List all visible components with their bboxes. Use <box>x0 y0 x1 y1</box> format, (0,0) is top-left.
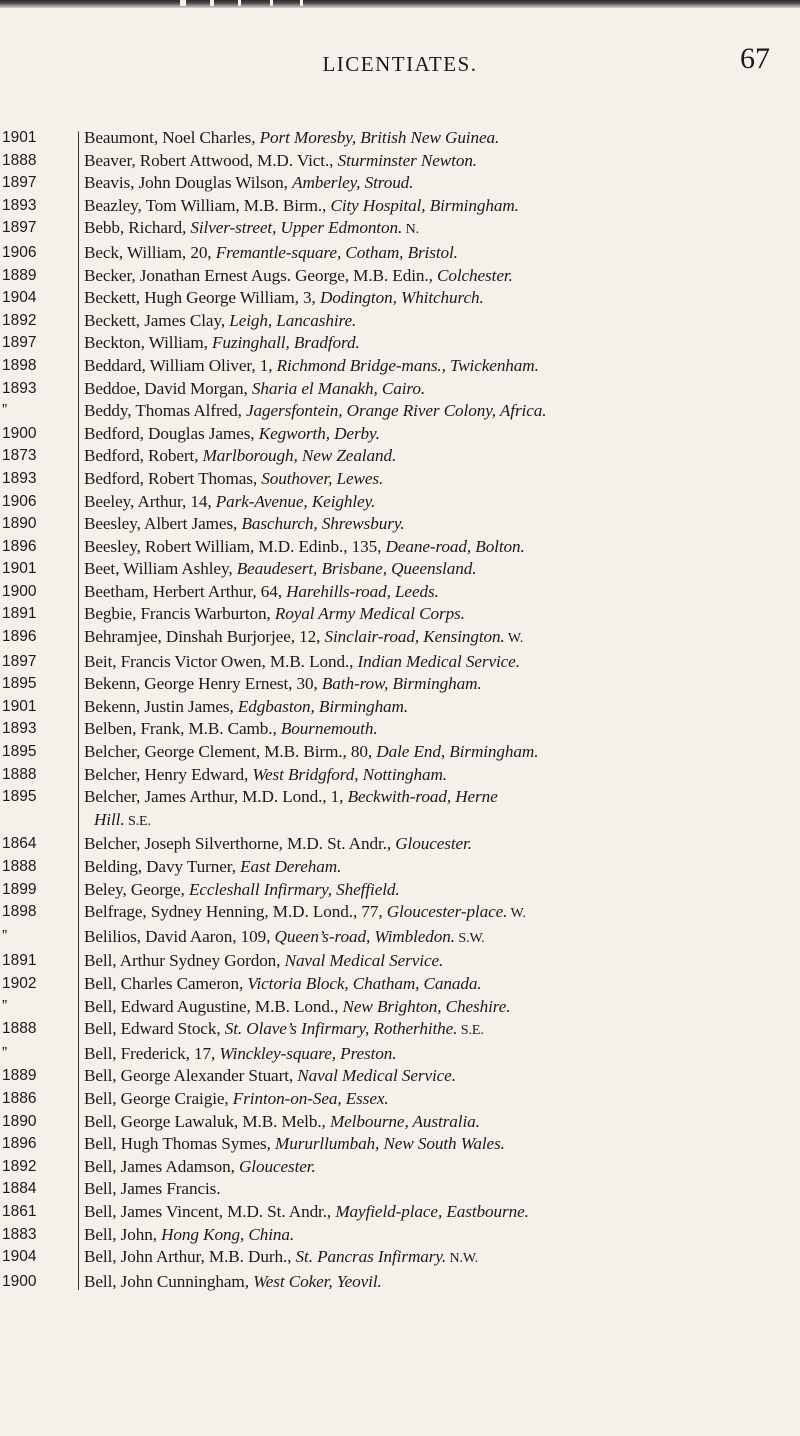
entry-place: Frinton-on-Sea, Essex. <box>232 1088 389 1108</box>
entry-place: City Hospital, Birmingham. <box>330 195 519 215</box>
licentiates-list <box>0 127 800 1293</box>
entry-year: 1893 <box>2 720 37 738</box>
entry-name: Belcher, Joseph Silverthorne, M.D. St. Andr., <box>84 834 396 854</box>
entry-year: 1892 <box>2 1157 37 1175</box>
entry-name: Belcher, Henry Edward, <box>84 764 253 784</box>
list-item <box>0 217 800 242</box>
entry-text <box>84 879 800 902</box>
entry-place: Beckwith-road, Herne <box>347 787 498 807</box>
entry-place: Park-Avenue, Keighley. <box>215 491 376 511</box>
list-item <box>0 833 800 856</box>
entry-place: Gloucester. <box>238 1156 316 1176</box>
entry-postal-district: N.W. <box>446 1251 479 1267</box>
entry-name: Beaumont, Noel Charles, <box>84 128 260 147</box>
entry-year: 1893 <box>2 469 37 487</box>
entry-text <box>84 242 800 265</box>
entry-year: ” <box>2 997 8 1015</box>
entry-name: Beeley, Arthur, 14, <box>84 491 216 511</box>
entry-text <box>84 150 800 173</box>
entry-year: 1895 <box>2 675 37 693</box>
entry-text <box>84 127 800 150</box>
entry-name: Bedford, Robert, <box>84 446 203 466</box>
entry-text <box>84 172 800 195</box>
entry-place: Mururllumbah, New South Wales. <box>275 1134 505 1154</box>
entry-name: Beazley, Tom William, M.B. Birm., <box>84 195 331 215</box>
entry-name: Bell, Edward Augustine, M.B. Lond., <box>84 996 343 1016</box>
list-item <box>0 445 800 468</box>
entry-text <box>84 310 800 333</box>
entry-place-continuation: Hill. <box>94 809 125 829</box>
entry-place: Sinclair-road, Kensington. <box>324 627 505 647</box>
entry-text <box>84 581 800 604</box>
list-item <box>0 1224 800 1247</box>
entry-place: Gloucester. <box>395 834 472 854</box>
entry-name: Beesley, Robert William, M.D. Edinb., 135, <box>84 536 386 556</box>
entry-year: 1890 <box>2 515 37 533</box>
entry-place: Fremantle-square, Cotham, Bristol. <box>215 242 458 262</box>
list-item <box>0 973 800 996</box>
entry-place: Queen’s-road, Wimbledon. <box>274 926 455 946</box>
entry-year: 1897 <box>2 652 37 670</box>
margin-bracket <box>78 131 85 1290</box>
entry-text <box>84 856 800 879</box>
entry-text <box>84 558 800 581</box>
entry-postal-district: S.E. <box>457 1023 484 1039</box>
entry-name: Behramjee, Dinshah Burjorjee, 12, <box>84 627 325 647</box>
list-item <box>0 355 800 378</box>
entry-name: Bell, Hugh Thomas Symes, <box>84 1134 276 1154</box>
entry-year: 1892 <box>2 311 37 329</box>
list-item <box>0 127 800 150</box>
entry-text <box>84 1111 800 1134</box>
entry-year: 1891 <box>2 952 37 970</box>
list-item <box>0 901 800 926</box>
list-item <box>0 926 800 951</box>
list-item <box>0 718 800 741</box>
entry-text <box>84 718 800 741</box>
list-item <box>0 536 800 559</box>
entry-place: Winckley-square, Preston. <box>219 1043 397 1063</box>
entry-place: Richmond Bridge-mans., Twickenham. <box>276 355 539 375</box>
entry-year: 1888 <box>2 765 37 783</box>
list-item <box>0 195 800 218</box>
entry-year: 1884 <box>2 1180 37 1198</box>
list-item <box>0 468 800 491</box>
entry-place: Leigh, Lancashire. <box>229 310 357 330</box>
entry-text <box>84 423 800 446</box>
entry-year: 1897 <box>2 334 37 352</box>
entry-place: Edgbaston, Birmingham. <box>237 696 409 716</box>
list-item <box>0 950 800 973</box>
entry-year: 1888 <box>2 858 37 875</box>
entry-name: Bell, Edward Stock, <box>84 1019 225 1039</box>
entry-place: Harehills-road, Leeds. <box>286 581 439 601</box>
entry-name: Beddoe, David Morgan, <box>84 378 252 398</box>
entry-year: 1861 <box>2 1202 37 1220</box>
entry-place: Southover, Lewes. <box>261 468 384 488</box>
entry-year: 1900 <box>2 582 37 600</box>
list-item <box>0 1018 800 1043</box>
entry-year: 1901 <box>2 129 37 146</box>
entry-year: 1883 <box>2 1225 37 1243</box>
entry-year: 1891 <box>2 605 37 623</box>
entry-year: 1900 <box>2 424 37 442</box>
list-item <box>0 673 800 696</box>
list-item <box>0 287 800 310</box>
list-item <box>0 786 800 809</box>
list-item <box>0 558 800 581</box>
entry-text <box>84 626 800 651</box>
entry-year: 1873 <box>2 447 37 465</box>
entry-place: Silver-street, Upper Edmonton. <box>190 218 403 238</box>
list-item <box>0 1111 800 1134</box>
entry-year: ” <box>2 927 8 945</box>
list-item <box>0 581 800 604</box>
entry-text <box>84 378 800 401</box>
entry-text <box>84 833 800 856</box>
list-item <box>0 741 800 764</box>
running-title: LICENTIATES. <box>322 52 478 76</box>
entry-year: 1899 <box>2 880 37 898</box>
entry-text <box>84 355 800 378</box>
entry-postal-district: S.W. <box>454 930 485 946</box>
list-item <box>0 1201 800 1224</box>
entry-text <box>84 195 800 218</box>
entry-name: Beley, George, <box>84 879 189 899</box>
entry-text <box>84 651 800 674</box>
list-item <box>0 310 800 333</box>
entry-year: 1895 <box>2 788 37 806</box>
entry-name: Belfrage, Sydney Henning, M.D. Lond., 77, <box>84 902 387 922</box>
entry-name: Beit, Francis Victor Owen, M.B. Lond., <box>84 651 358 671</box>
entry-name: Belilios, David Aaron, 109, <box>84 926 275 946</box>
entry-text <box>84 1178 800 1201</box>
entry-year: 1900 <box>2 1272 37 1290</box>
entry-year: 1896 <box>2 537 37 555</box>
entry-place: Dale End, Birmingham. <box>376 742 539 762</box>
list-item-continuation <box>0 809 800 834</box>
entry-text <box>84 491 800 514</box>
entry-text <box>84 513 800 536</box>
list-item <box>0 1246 800 1271</box>
entry-text <box>84 1065 800 1088</box>
list-item <box>0 332 800 355</box>
entry-text <box>84 1043 800 1066</box>
entry-year: ” <box>2 402 8 420</box>
entry-text-continuation <box>84 809 800 834</box>
entry-text <box>84 901 800 926</box>
entry-year: 1889 <box>2 266 37 284</box>
list-item <box>0 764 800 787</box>
entry-year: 1893 <box>2 379 37 397</box>
entry-year: 1904 <box>2 289 37 307</box>
entry-year: ” <box>2 1044 8 1062</box>
entry-name: Bedford, Robert Thomas, <box>84 468 262 488</box>
list-item <box>0 879 800 902</box>
entry-name: Bedford, Douglas James, <box>84 423 259 443</box>
entry-year: 1902 <box>2 974 37 992</box>
entry-name: Becker, Jonathan Ernest Augs. George, M.B. Edin., <box>84 265 437 285</box>
list-item <box>0 696 800 719</box>
entry-text <box>84 1088 800 1111</box>
entry-postal-district: N. <box>402 222 419 238</box>
page-number: 67 <box>740 42 770 75</box>
entry-year: 1864 <box>2 835 37 853</box>
list-item <box>0 265 800 288</box>
entry-place: Beaudesert, Brisbane, Queensland. <box>236 559 477 579</box>
entry-name: Bell, John Cunningham, <box>84 1271 254 1291</box>
list-item <box>0 150 800 173</box>
entry-place: East Dereham. <box>240 857 342 876</box>
list-item <box>0 626 800 651</box>
entry-name: Bekenn, Justin James, <box>84 696 238 716</box>
entry-text <box>84 741 800 764</box>
entry-year: 1897 <box>2 219 37 237</box>
list-item <box>0 1043 800 1066</box>
entry-place: Port Moresby, British New Guinea. <box>259 128 500 147</box>
entry-year: 1901 <box>2 697 37 715</box>
list-item <box>0 651 800 674</box>
list-item <box>0 1088 800 1111</box>
entry-name: Bell, John, <box>84 1224 162 1244</box>
entry-name: Belcher, James Arthur, M.D. Lond., 1, <box>84 787 348 807</box>
entry-name: Belcher, George Clement, M.B. Birm., 80, <box>84 742 377 762</box>
entry-text <box>84 332 800 355</box>
entry-name: Bell, George Alexander Stuart, <box>84 1066 298 1086</box>
entry-place: Naval Medical Service. <box>297 1066 456 1086</box>
entry-year: 1889 <box>2 1067 37 1085</box>
list-item <box>0 1156 800 1179</box>
entry-text <box>84 468 800 491</box>
entry-year: 1898 <box>2 356 37 374</box>
entry-name: Bell, John Arthur, M.B. Durh., <box>84 1247 296 1267</box>
entry-place: Sturminster Newton. <box>337 150 478 170</box>
list-item <box>0 491 800 514</box>
entry-place: Victoria Block, Chatham, Canada. <box>247 973 482 993</box>
entry-text <box>84 1224 800 1247</box>
entry-year: 1898 <box>2 903 37 921</box>
entry-name: Bell, Charles Cameron, <box>84 973 248 993</box>
entry-place: St. Olave’s Infirmary, Rotherhithe. <box>224 1019 458 1039</box>
entry-text <box>84 1271 800 1294</box>
entry-year-blank <box>0 809 84 832</box>
entry-name: Bell, James Adamson, <box>84 1156 239 1176</box>
entry-name: Beet, William Ashley, <box>84 559 237 579</box>
entry-name: Belben, Frank, M.B. Camb., <box>84 719 281 739</box>
entry-text <box>84 400 800 423</box>
list-item <box>0 242 800 265</box>
entry-year: 1888 <box>2 1020 37 1038</box>
entry-name: Beckett, James Clay, <box>84 310 230 330</box>
entry-year: 1890 <box>2 1112 37 1130</box>
entry-text <box>84 926 800 951</box>
list-item <box>0 400 800 423</box>
entry-name: Bell, Frederick, 17, <box>84 1043 220 1063</box>
entry-name: Beckett, Hugh George William, 3, <box>84 288 320 308</box>
entry-place: Naval Medical Service. <box>284 951 444 971</box>
entry-place: Bath-row, Birmingham. <box>321 674 482 694</box>
entry-year: 1901 <box>2 560 37 578</box>
entry-place: Mayfield-place, Eastbourne. <box>335 1201 529 1221</box>
entry-place: Melbourne, Australia. <box>329 1111 480 1131</box>
list-item <box>0 1133 800 1156</box>
entry-text <box>84 1018 800 1043</box>
list-item <box>0 1065 800 1088</box>
entry-place: Colchester. <box>436 265 513 285</box>
entry-place: Dodington, Whitchurch. <box>319 288 484 308</box>
entry-name: Bell, James Francis. <box>84 1179 221 1199</box>
entry-postal-district: W. <box>504 631 524 647</box>
entry-year: 1896 <box>2 628 37 646</box>
entry-place: West Bridgford, Nottingham. <box>252 764 447 784</box>
entry-name: Beavis, John Douglas Wilson, <box>84 173 293 193</box>
list-item <box>0 1178 800 1201</box>
list-item <box>0 423 800 446</box>
entry-place: Marlborough, New Zealand. <box>202 446 397 466</box>
entry-text <box>84 973 800 996</box>
entry-name: Beesley, Albert James, <box>84 514 242 534</box>
entry-name: Begbie, Francis Warburton, <box>84 604 275 624</box>
entry-place: Kegworth, Derby. <box>258 423 380 443</box>
entry-place: Jagersfontein, Orange River Colony, Africa. <box>246 401 547 421</box>
list-item <box>0 378 800 401</box>
entry-place: Eccleshall Infirmary, Sheffield. <box>188 879 400 899</box>
entry-place: Amberley, Stroud. <box>292 173 414 193</box>
entry-text <box>84 764 800 787</box>
entry-place: Hong Kong, China. <box>161 1224 295 1244</box>
entry-text <box>84 1246 800 1271</box>
entry-text <box>84 996 800 1019</box>
entry-text <box>84 673 800 696</box>
entry-year: 1896 <box>2 1135 37 1153</box>
entry-text <box>84 445 800 468</box>
entry-year: 1897 <box>2 174 37 192</box>
entry-name: Beddy, Thomas Alfred, <box>84 401 247 421</box>
entry-place: West Coker, Yeovil. <box>253 1271 382 1291</box>
entry-place: Bournemouth. <box>280 719 378 739</box>
entry-name: Bell, James Vincent, M.D. St. Andr., <box>84 1201 336 1221</box>
list-item <box>0 513 800 536</box>
entry-name: Beddard, William Oliver, 1, <box>84 355 277 375</box>
entry-text <box>84 217 800 242</box>
entry-place: Deane-road, Bolton. <box>385 536 525 556</box>
entry-place: New Brighton, Cheshire. <box>342 996 511 1016</box>
entry-name: Beckton, William, <box>84 333 212 353</box>
list-item <box>0 603 800 626</box>
list-item <box>0 996 800 1019</box>
entry-place: St. Pancras Infirmary. <box>295 1247 447 1267</box>
entry-year: 1886 <box>2 1089 37 1107</box>
entry-text <box>84 696 800 719</box>
entry-text <box>84 536 800 559</box>
entry-name: Beck, William, 20, <box>84 242 216 262</box>
entry-name: Bebb, Richard, <box>84 218 191 238</box>
entry-postal-district: W. <box>507 906 526 922</box>
entry-text <box>84 287 800 310</box>
entry-text <box>84 1201 800 1224</box>
entry-text <box>84 1133 800 1156</box>
entry-name: Belding, Davy Turner, <box>84 857 241 876</box>
entry-text <box>84 786 800 809</box>
entry-place: Sharia el Manakh, Cairo. <box>251 378 426 398</box>
entry-place: Gloucester-place. <box>386 902 508 922</box>
entry-name: Bell, Arthur Sydney Gordon, <box>84 951 285 971</box>
entry-year: 1895 <box>2 743 37 761</box>
entry-text <box>84 1156 800 1179</box>
entry-place: Indian Medical Service. <box>357 651 520 671</box>
entry-year: 1904 <box>2 1248 37 1266</box>
entry-year: 1893 <box>2 196 37 214</box>
entry-place: Baschurch, Shrewsbury. <box>241 514 405 534</box>
entry-text <box>84 950 800 973</box>
entry-text <box>84 265 800 288</box>
entry-year: 1888 <box>2 151 37 169</box>
entry-name: Bekenn, George Henry Ernest, 30, <box>84 674 322 694</box>
page-top-edge <box>0 0 800 8</box>
entry-year: 1906 <box>2 492 37 510</box>
entry-name: Beetham, Herbert Arthur, 64, <box>84 581 287 601</box>
entry-name: Bell, George Craigie, <box>84 1088 233 1108</box>
list-item <box>0 172 800 195</box>
entry-name: Bell, George Lawaluk, M.B. Melb., <box>84 1111 330 1131</box>
entry-name: Beaver, Robert Attwood, M.D. Vict., <box>84 150 338 170</box>
entry-text <box>84 603 800 626</box>
list-item <box>0 856 800 879</box>
entry-place: Royal Army Medical Corps. <box>274 604 465 624</box>
entry-postal-district: S.E. <box>124 813 151 829</box>
list-item <box>0 1271 800 1294</box>
entry-year: 1906 <box>2 243 37 261</box>
entry-place: Fuzinghall, Bradford. <box>212 333 360 353</box>
